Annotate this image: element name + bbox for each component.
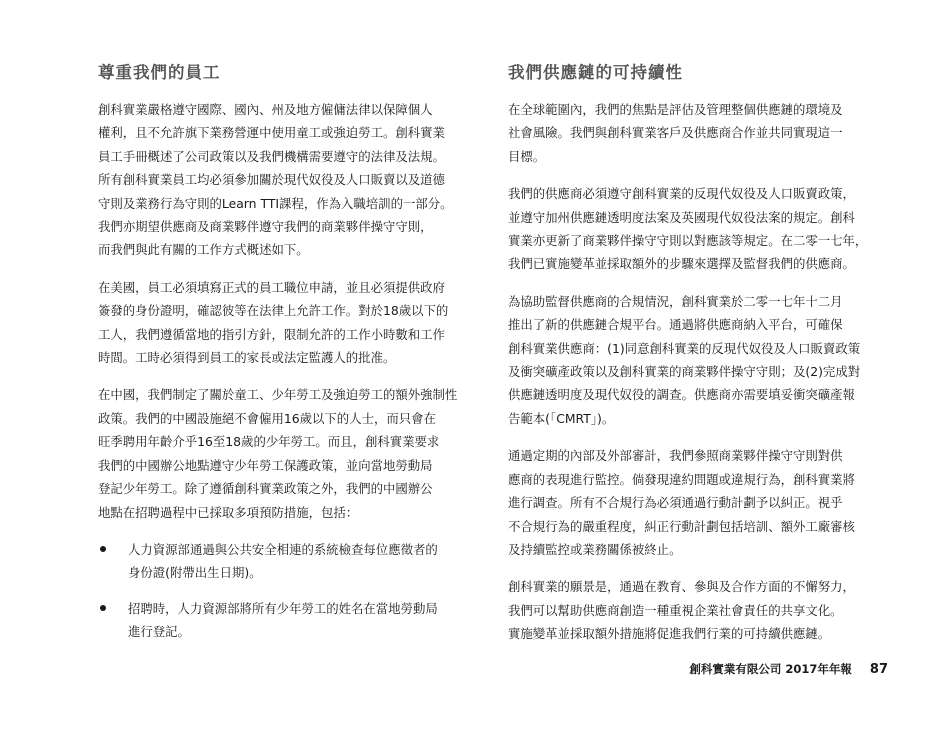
- paragraph: [508, 444, 888, 561]
- text-line: 為協助監督供應商的合規情況，創科實業於二零一七年十二月: [508, 293, 843, 309]
- text-line: 實業亦更新了商業夥伴操守守則以對應該等規定。在二零一七年，: [508, 233, 868, 249]
- text-line: 進行調查。所有不合規行為必須通過行動計劃予以糾正。視乎: [508, 495, 843, 511]
- text-line: 在全球範圍內，我們的焦點是評估及管理整個供應鏈的環境及: [508, 102, 843, 117]
- bullet-item: [98, 597, 478, 644]
- text-line: 應商的表現進行監控。倘發現違約問題或違規行為，創科實業將: [508, 471, 855, 487]
- text-line: 地點在招聘過程中已採取多項預防措施，包括：: [98, 504, 359, 520]
- text-line: 我們亦期望供應商及商業夥伴遵守我們的商業夥伴操守守則，: [98, 219, 433, 235]
- text-line: 所有創科實業員工均必須參加關於現代奴役及人口販賣以及道德: [98, 172, 445, 188]
- text-line: 簽發的身份證明，確認彼等在法律上允許工作。對於18歲以下的: [98, 303, 449, 319]
- section-heading-supply-chain: 我們供應鏈的可持續性: [508, 63, 683, 82]
- text-line: 在美國，員工必須填寫正式的員工職位申請，並且必須提供政府: [98, 279, 445, 295]
- text-line: 員工手冊概述了公司政策以及我們機構需要遵守的法律及法規。: [98, 148, 445, 164]
- right-column: [508, 62, 888, 660]
- bullet-icon: [100, 546, 106, 552]
- right-paragraphs: [508, 98, 888, 646]
- paragraph: [98, 383, 478, 523]
- section-heading-employees: 尊重我們的員工: [98, 63, 221, 82]
- paragraph: [508, 182, 888, 276]
- text-line: 政策。我們的中國設施絕不會僱用16歲以下的人士，而只會在: [98, 410, 436, 426]
- text-line: 我們的供應商必須遵守創科實業的反現代奴役及人口販賣政策，: [508, 186, 855, 202]
- text-line: 人力資源部通過與公共安全相連的系統檢查每位應徵者的: [128, 541, 438, 557]
- text-line: 目標。: [508, 148, 546, 164]
- text-line: 創科實業供應商：(1)同意創科實業的反現代奴役及人口販賣政策: [508, 340, 861, 356]
- text-line: 守則及業務行為守則的Learn TTI課程，作為入職培訓的一部分。: [98, 195, 453, 211]
- text-line: 登記少年勞工。除了遵循創科實業政策之外，我們的中國辦公: [98, 481, 433, 497]
- text-line: 工人，我們遵循當地的指引方針，限制允許的工作小時數和工作: [98, 326, 445, 342]
- text-line: 權利，且不允許旗下業務營運中使用童工或強迫勞工。創科實業: [98, 125, 445, 141]
- text-line: 通過定期的內部及外部審計，我們參照商業夥伴操守守則對供: [508, 448, 843, 464]
- paragraph: [508, 290, 888, 430]
- bullet-item: [98, 538, 478, 585]
- text-line: 及持續監控或業務關係被終止。: [508, 541, 682, 557]
- bullet-icon: [100, 605, 106, 611]
- text-line: 時間。工時必須得到員工的家長或法定監護人的批准。: [98, 350, 396, 366]
- paragraph: [508, 575, 888, 645]
- text-line: 並遵守加州供應鏈透明度法案及英國現代奴役法案的規定。創科: [508, 209, 855, 225]
- text-line: 不合規行為的嚴重程度，糾正行動計劃包括培訓、額外工廠審核: [508, 518, 855, 534]
- left-column: [98, 62, 478, 656]
- text-line: 及衝突礦產政策以及創科實業的商業夥伴操守守則；及(2)完成對: [508, 364, 861, 380]
- page-footer: [689, 661, 888, 681]
- paragraph: [98, 98, 478, 262]
- text-line: 招聘時，人力資源部將所有少年勞工的姓名在當地勞動局: [128, 600, 438, 616]
- text-line: 我們的中國辦公地點遵守少年勞工保護政策，並向當地勞動局: [98, 457, 433, 473]
- text-line: 旺季聘用年齡介乎16至18歲的少年勞工。而且，創科實業要求: [98, 434, 440, 450]
- text-line: 推出了新的供應鏈合規平台。通過將供應商納入平台，可確保: [508, 317, 843, 333]
- left-bullet-list: [98, 538, 478, 644]
- text-line: 進行登記。: [128, 624, 190, 640]
- page-number: 87: [869, 662, 888, 677]
- text-line: 告範本(「CMRT」)。: [508, 410, 615, 426]
- left-paragraphs: [98, 98, 478, 524]
- text-line: 我們可以幫助供應商創造一種重視企業社會責任的共享文化。: [508, 602, 843, 618]
- text-line: 創科實業的願景是，通過在教育、參與及合作方面的不懈努力，: [508, 579, 855, 595]
- text-line: 供應鏈透明度及現代奴役的調查。供應商亦需要填妥衝突礦產報: [508, 387, 855, 403]
- paragraph: [98, 276, 478, 370]
- text-line: 社會風險。我們與創科實業客戶及供應商合作並共同實現這一: [508, 125, 843, 141]
- text-line: 在中國，我們制定了關於童工、少年勞工及強迫勞工的額外強制性: [98, 387, 458, 403]
- text-line: 身份證(附帶出生日期)。: [128, 565, 262, 581]
- text-line: 我們已實施變革並採取額外的步驟來選擇及監督我們的供應商。: [508, 256, 855, 272]
- paragraph: [508, 98, 888, 168]
- footer-report-title: 創科實業有限公司 2017年年報: [689, 662, 852, 676]
- text-line: 實施變革並採取額外措施將促進我們行業的可持續供應鏈。: [508, 626, 831, 642]
- text-line: 而我們與此有關的工作方式概述如下。: [98, 242, 309, 258]
- text-line: 創科實業嚴格遵守國際、國內、州及地方僱傭法律以保障個人: [98, 102, 433, 117]
